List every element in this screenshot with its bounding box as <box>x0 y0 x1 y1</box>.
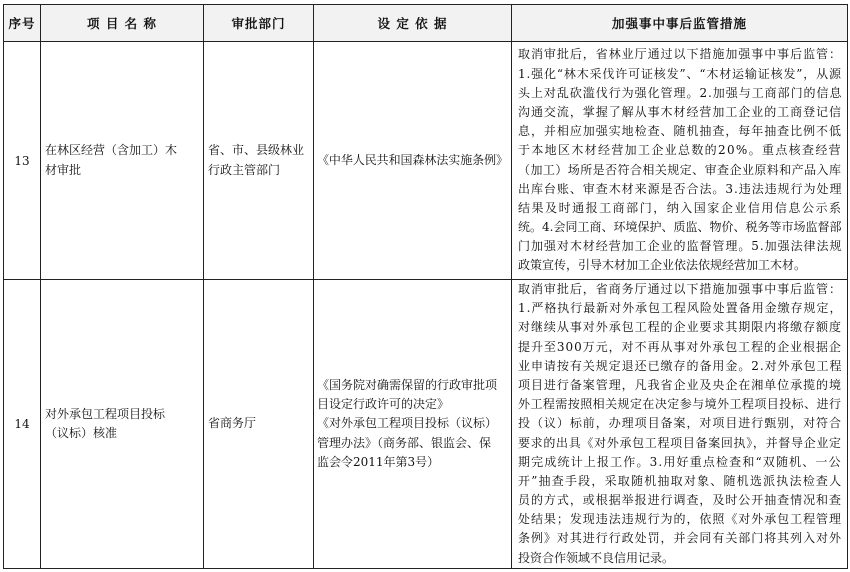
text-line: 外工程需按照相关规定在决定参与境外工程项目投标、进行 <box>518 397 842 412</box>
row-supervision-measures <box>512 42 848 280</box>
text-line: 提升至300万元，对不再从事对外承包工程的企业根据企 <box>518 339 842 354</box>
row-seq: 14 <box>4 280 41 569</box>
text-line: 息，并相应加强实地检查、随机抽查，每年抽查比例不低 <box>518 124 842 139</box>
text-line: 期完成统计上报工作。3.用好重点检查和“双随机、一公 <box>518 454 842 469</box>
text-line: 管理办法》（商务部、银监会、保 <box>317 435 492 450</box>
approval-items-table <box>3 4 848 569</box>
header-seq: 序号 <box>4 5 41 42</box>
text-line: 项目进行备案管理，凡我省企业及央企在湘单位承揽的境 <box>518 377 842 392</box>
row-legal-basis <box>314 280 512 569</box>
row-item-name <box>41 280 204 569</box>
row-approval-dept <box>204 280 314 569</box>
text-line: 对继续从事对外承包工程的企业要求其期限内将缴存额度 <box>518 320 842 335</box>
header-legal-basis: 设 定 依 据 <box>314 5 512 42</box>
approval-items-table-page <box>3 4 847 570</box>
text-line: 在林区经营（含加工）木 <box>45 143 178 158</box>
row-supervision-measures <box>512 280 848 569</box>
text-line: 省、市、县级林业 <box>208 143 305 158</box>
text-line: 门加强对木材经营加工企业的监督管理。5.加强法律法规 <box>518 239 843 254</box>
header-item-name: 项 目 名 称 <box>41 5 204 42</box>
text-line: 沟通交流，掌握了解从事木材经营加工企业的工商登记信 <box>518 104 842 119</box>
table-row <box>4 42 848 280</box>
text-line: 《中华人民共和国森林法实施条例》 <box>317 152 508 167</box>
text-line: 取消审批后，省商务厅通过以下措施加强事中事后监管： <box>518 282 842 296</box>
table-header-row <box>4 5 848 42</box>
text-line: 处结果；发现违法违规行为的，依照《对外承包工程管理 <box>518 512 842 527</box>
text-line: 1.严格执行最新对外承包工程风险处置备用金缴存规定， <box>518 301 843 316</box>
header-approval-dept: 审批部门 <box>204 5 314 42</box>
text-line: 员的方式，或根据举报进行调查，及时公开抽查情况和查 <box>518 493 842 508</box>
text-line: 行政主管部门 <box>208 162 281 177</box>
text-line: 统。4.会同工商、环境保护、质监、物价、税务等市场监督部 <box>518 220 842 235</box>
text-line: （加工）场所是否符合相关规定、审查企业原料和产品入库 <box>518 162 842 177</box>
row-legal-basis <box>314 42 512 280</box>
text-line: 对外承包工程项目投标 <box>45 406 166 421</box>
text-line: 投资合作领域不良信用记录。 <box>518 550 675 565</box>
table-row <box>4 280 848 569</box>
text-line: 要求的出具《对外承包工程项目备案回执》，并督导企业定 <box>518 435 842 450</box>
text-line: 条例》对其进行行政处罚，并会同有关部门将其列入对外 <box>518 531 842 546</box>
text-line: 省商务厅 <box>208 416 257 431</box>
text-line: 《对外承包工程项目投标（议标） <box>317 416 498 431</box>
text-line: 材审批 <box>45 162 82 177</box>
text-line: 政策宣传，引导木材加工企业依法依规经营加工木材。 <box>518 258 807 273</box>
text-line: 头上对乱砍滥伐行为强化管理。2.加强与工商部门的信息 <box>518 85 843 100</box>
text-line: 取消审批后，省林业厅通过以下措施加强事中事后监管： <box>518 47 842 62</box>
row-seq: 13 <box>4 42 41 280</box>
text-line: 开”抽查手段，采取随机抽取对象、随机选派执法检查人 <box>518 473 843 488</box>
row-item-name <box>41 42 204 280</box>
text-line: 监会令2011年第3号） <box>317 454 440 469</box>
text-line: 目设定行政许可的决定》 <box>317 397 450 412</box>
text-line: 结果及时通报工商部门，纳入国家企业信用信息公示系 <box>518 200 843 215</box>
text-line: 出库台账、审查木材来源是否合法。3.违法违规行为处理 <box>518 181 843 196</box>
text-line: 投（议）标前，办理项目备案，对项目进行甄别，对符合 <box>518 416 842 431</box>
row-approval-dept <box>204 42 314 280</box>
header-supervision-measures: 加强事中事后监管措施 <box>512 5 848 42</box>
text-line: 《国务院对确需保留的行政审批项 <box>317 377 498 392</box>
text-line: 于本地区木材经营加工企业总数的20%。重点核查经营 <box>518 143 843 158</box>
text-line: 业申请按有关规定退还已缴存的备用金。2.对外承包工程 <box>518 358 843 373</box>
text-line: 1.强化“林木采伐许可证核发”、“木材运输证核发”，从源 <box>518 66 842 81</box>
text-line: （议标）核准 <box>45 425 118 440</box>
